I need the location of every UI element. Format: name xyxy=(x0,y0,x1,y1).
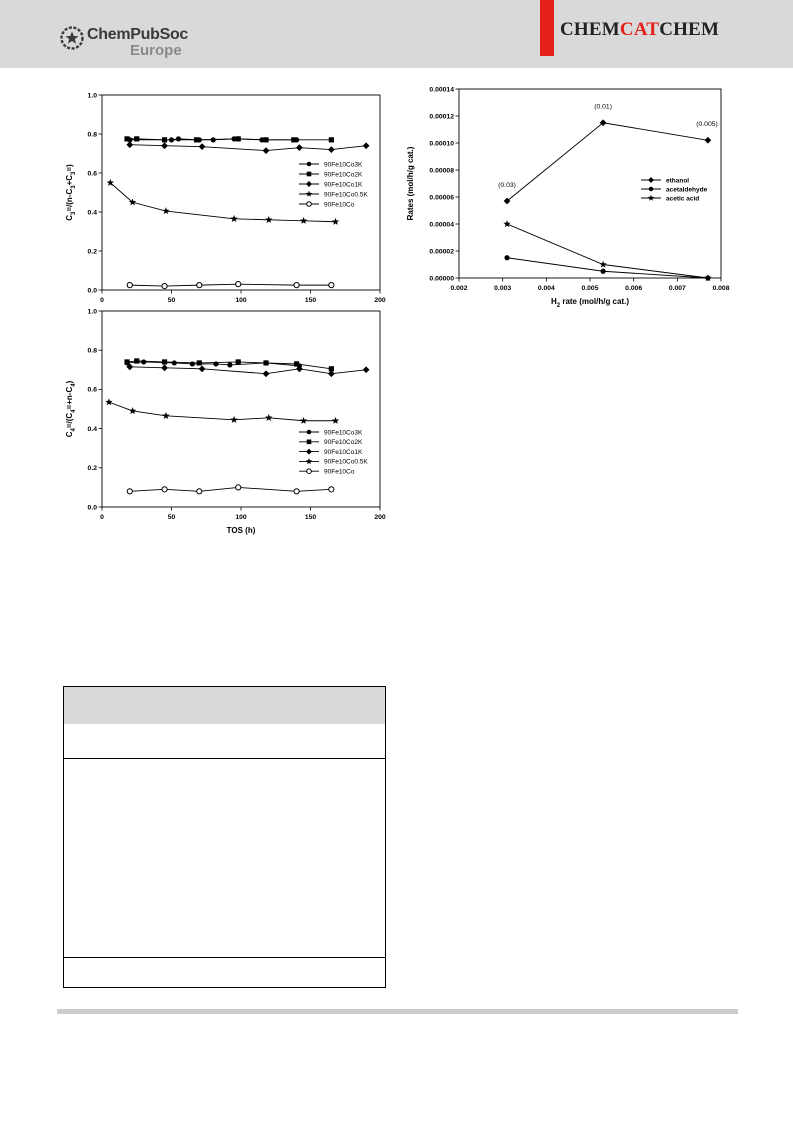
y-tick-label: 0.2 xyxy=(87,248,97,256)
y-tick-label: 0.00000 xyxy=(429,275,454,283)
series-line xyxy=(507,224,708,278)
y-axis-label xyxy=(65,380,77,437)
data-point xyxy=(265,216,272,223)
y-tick-label: 0.6 xyxy=(87,386,97,394)
table-frame xyxy=(63,686,386,988)
data-point xyxy=(127,489,132,494)
table-rule xyxy=(64,957,385,958)
data-point xyxy=(332,417,339,424)
y-tick-label: 0.4 xyxy=(87,425,97,433)
data-point xyxy=(172,360,177,365)
data-point xyxy=(329,137,334,142)
data-point xyxy=(176,136,181,141)
y-tick-label: 0.0 xyxy=(87,287,97,295)
x-tick-label: 0 xyxy=(100,514,104,521)
series-line xyxy=(127,139,331,140)
data-point xyxy=(161,142,168,149)
data-point xyxy=(300,217,307,224)
y-tick-label: 0.00012 xyxy=(429,113,454,121)
x-tick-label: 200 xyxy=(374,297,386,304)
data-point xyxy=(300,417,307,424)
y-axis-label-text: Rates (mol/h/g cat.) xyxy=(406,146,415,221)
legend-marker xyxy=(307,172,312,177)
data-point xyxy=(197,489,202,494)
y-tick-label: 0.00006 xyxy=(429,194,454,202)
data-point xyxy=(162,207,169,214)
data-point xyxy=(236,282,241,287)
journal-title-part2: CAT xyxy=(619,19,660,40)
publisher-name: ChemPubSoc xyxy=(87,26,189,43)
data-point xyxy=(161,364,168,371)
point-annotation: (0.03) xyxy=(498,181,516,189)
data-point xyxy=(265,414,272,421)
data-point xyxy=(294,361,299,366)
data-point xyxy=(230,416,237,423)
journal-title xyxy=(560,19,719,41)
data-point xyxy=(126,141,133,148)
y-tick-label: 0.00010 xyxy=(429,140,454,148)
alkene-ratio-c3-chart xyxy=(60,86,390,308)
page-header xyxy=(0,0,793,68)
y-tick-label: 0.00004 xyxy=(429,221,454,229)
x-tick-label: 100 xyxy=(235,297,247,304)
y-tick-label: 0.00002 xyxy=(429,248,454,256)
series-line xyxy=(130,284,332,286)
y-axis-label xyxy=(65,164,77,221)
y-axis-label-text: $C_4=/(C_4=+n-C_4)$ xyxy=(65,380,77,438)
y-tick-label: 1.0 xyxy=(87,308,97,316)
y-axis-label xyxy=(406,146,415,220)
data-point xyxy=(197,360,202,365)
data-point xyxy=(601,269,606,274)
y-tick-label: 0.2 xyxy=(87,465,97,473)
x-tick-label: 0.004 xyxy=(537,285,555,292)
data-point xyxy=(291,137,296,142)
data-point xyxy=(503,220,510,227)
y-tick-label: 0.0 xyxy=(87,504,97,512)
data-point xyxy=(105,398,112,405)
legend-marker xyxy=(306,181,312,187)
data-point xyxy=(124,359,129,364)
table-rule xyxy=(64,758,385,759)
alkene-ratio-c4-chart xyxy=(60,303,390,543)
data-point xyxy=(236,136,241,141)
legend-marker xyxy=(648,177,654,183)
legend-marker xyxy=(648,195,655,201)
series-line xyxy=(109,402,336,421)
oxygenate-rates-chart xyxy=(400,82,740,322)
x-tick-label: 200 xyxy=(374,514,386,521)
legend-marker xyxy=(306,458,313,464)
legend-marker xyxy=(307,202,312,207)
data-point xyxy=(599,261,606,268)
legend-label: 90Fe10Co0.5K xyxy=(324,191,368,199)
y-tick-label: 1.0 xyxy=(87,92,97,100)
legend-marker xyxy=(649,187,654,192)
point-annotation: (0.01) xyxy=(594,103,612,111)
data-point xyxy=(504,255,509,260)
y-tick-label: 0.8 xyxy=(87,347,97,355)
data-point xyxy=(329,487,334,492)
x-tick-label: 0.002 xyxy=(450,285,468,292)
star-logo-icon xyxy=(60,26,84,50)
data-point xyxy=(263,360,268,365)
x-tick-label: 0.005 xyxy=(581,285,599,292)
data-point xyxy=(263,137,268,142)
x-tick-label: 0 xyxy=(100,297,104,304)
legend-label: 90Fe10Co1K xyxy=(324,448,363,456)
data-point xyxy=(236,359,241,364)
data-point xyxy=(162,359,167,364)
data-point xyxy=(190,361,195,366)
data-point xyxy=(199,365,206,372)
data-point xyxy=(294,489,299,494)
x-tick-label: 0.008 xyxy=(712,285,730,292)
legend-marker xyxy=(307,469,312,474)
footer-rule xyxy=(57,1009,738,1014)
y-tick-label: 0.00008 xyxy=(429,167,454,175)
legend-label: 90Fe10Co2K xyxy=(324,171,363,179)
legend-marker xyxy=(307,440,312,445)
legend-label: ethanol xyxy=(666,177,690,185)
data-point xyxy=(363,142,370,149)
legend-label: 90Fe10Co xyxy=(324,201,355,209)
y-tick-label: 0.00014 xyxy=(429,86,454,94)
legend-label: 90Fe10Co3K xyxy=(324,161,363,169)
x-tick-label: 0.006 xyxy=(625,285,643,292)
journal-title-part3: CHEM xyxy=(659,19,720,40)
x-tick-label: 0.003 xyxy=(494,285,512,292)
y-axis-label-text: $C_3=/(n-C_3+C_3=)$ xyxy=(65,164,77,221)
x-tick-label: 150 xyxy=(304,514,317,521)
data-point xyxy=(162,137,167,142)
legend-label: 90Fe10Co0.5K xyxy=(324,458,368,466)
data-point xyxy=(332,218,339,225)
data-point xyxy=(263,147,270,154)
journal-red-bar xyxy=(540,0,554,56)
legend-label: acetaldehyde xyxy=(666,186,708,194)
x-tick-label: 100 xyxy=(235,514,247,521)
data-point xyxy=(263,370,270,377)
legend-marker xyxy=(307,162,312,167)
data-point xyxy=(230,215,237,222)
x-tick-label: 150 xyxy=(304,297,317,304)
data-point xyxy=(329,283,334,288)
legend-label: 90Fe10Co3K xyxy=(324,429,363,437)
journal-title-part1: CHEM xyxy=(560,19,620,40)
point-annotation: (0.005) xyxy=(696,121,718,129)
data-point xyxy=(134,358,139,363)
legend-label: 90Fe10Co xyxy=(324,468,355,476)
x-tick-label: 50 xyxy=(167,297,176,304)
data-point xyxy=(162,487,167,492)
data-point xyxy=(296,144,303,151)
legend-label: acetic acid xyxy=(666,195,700,203)
data-point xyxy=(194,137,199,142)
data-point xyxy=(162,412,169,419)
chempubsoc-logo xyxy=(60,20,200,60)
data-point xyxy=(127,283,132,288)
data-point xyxy=(363,366,370,373)
y-tick-label: 0.6 xyxy=(87,170,97,178)
series-line xyxy=(507,258,708,278)
legend-marker xyxy=(307,430,312,435)
x-tick-label: 50 xyxy=(167,514,176,521)
data-point xyxy=(134,136,139,141)
x-tick-label: 0.007 xyxy=(668,285,686,292)
data-point xyxy=(124,136,129,141)
legend-label: 90Fe10Co1K xyxy=(324,181,363,189)
legend-label: 90Fe10Co2K xyxy=(324,439,363,447)
data-point xyxy=(197,283,202,288)
legend-marker xyxy=(306,449,312,455)
series-line xyxy=(110,183,335,222)
plot-frame xyxy=(102,311,380,507)
publisher-sub: Europe xyxy=(130,42,182,59)
legend-marker xyxy=(306,191,313,197)
x-axis-label: $H_2$ rate (mol/h/g cat.) xyxy=(550,297,630,309)
data-point xyxy=(141,359,146,364)
data-point xyxy=(162,284,167,289)
data-point xyxy=(129,407,136,414)
data-point xyxy=(328,146,335,153)
data-point xyxy=(199,143,206,150)
data-point xyxy=(705,137,712,144)
y-tick-label: 0.4 xyxy=(87,209,97,217)
data-point xyxy=(236,485,241,490)
data-point xyxy=(227,362,232,367)
table-header-band xyxy=(64,687,385,724)
y-tick-label: 0.8 xyxy=(87,131,97,139)
data-point xyxy=(294,283,299,288)
x-axis-label: TOS (h) xyxy=(226,526,256,535)
series-line xyxy=(130,487,332,491)
